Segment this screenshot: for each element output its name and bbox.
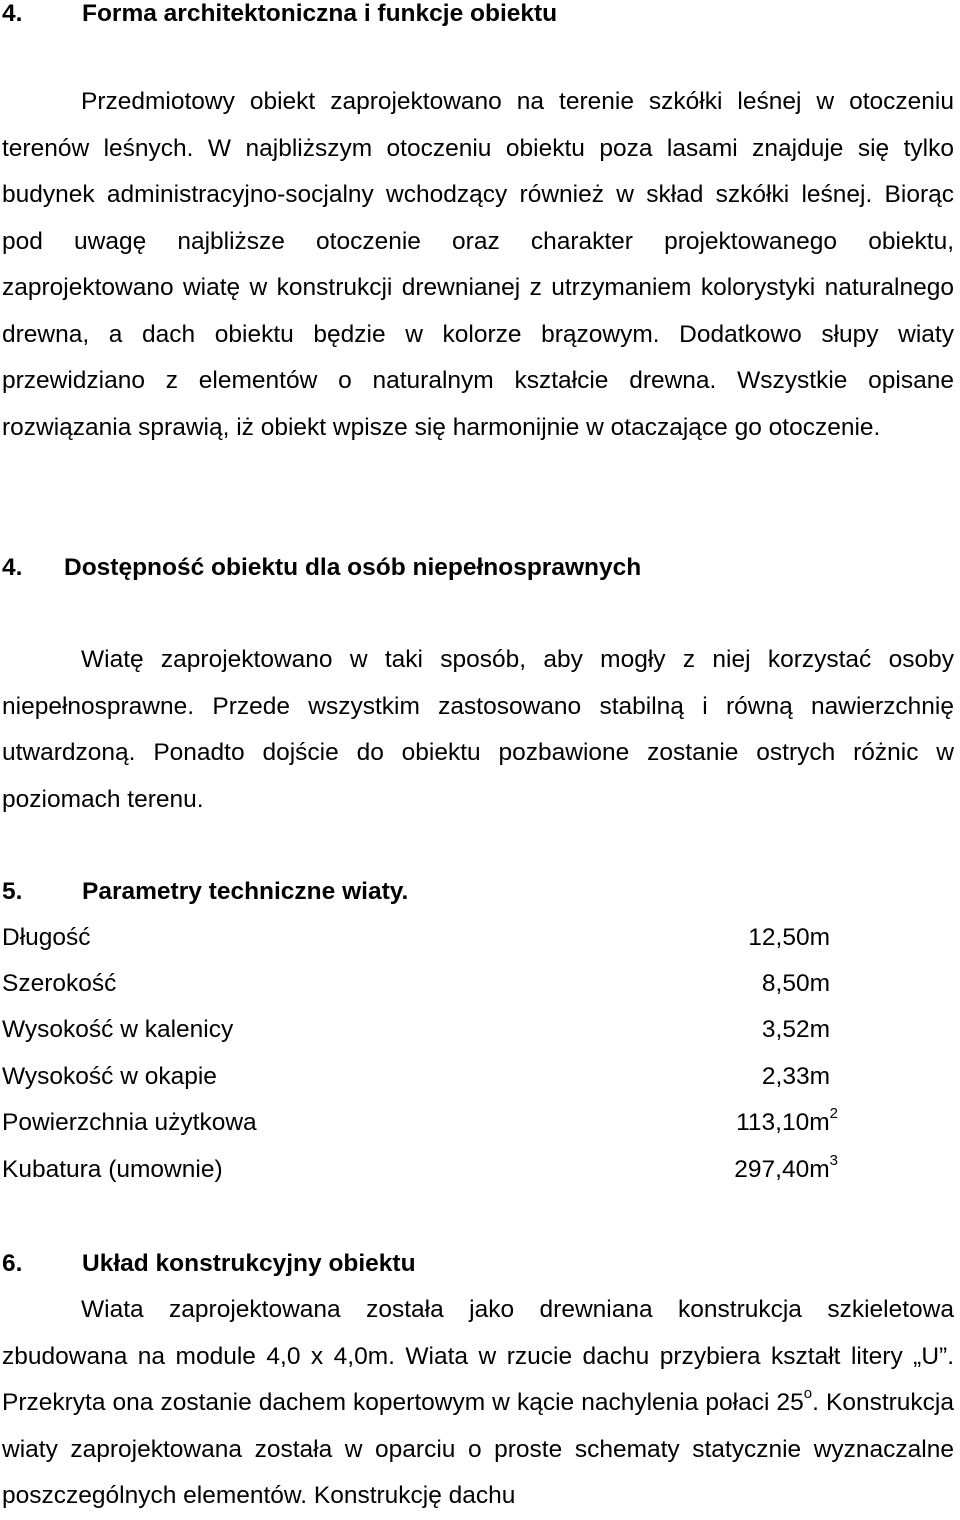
section-title: Parametry techniczne wiaty. — [82, 878, 409, 905]
param-label: Kubatura (umownie) — [2, 1156, 223, 1183]
param-row-ridge-height — [2, 1016, 954, 1062]
section-title: Forma architektoniczna i funkcje obiektu — [82, 0, 558, 27]
param-value: $297,40m^3$ — [734, 1151, 838, 1183]
section-title: Dostępność obiektu dla osób niepełnosprawnych — [64, 554, 642, 581]
section-5-heading — [2, 878, 408, 906]
section-number: 5. — [2, 878, 23, 905]
paragraph-text: Przedmiotowy obiekt zaprojektowano na terenie szkółki leśnej w otoczeniu terenów leśnych. W najbliższym otoczeniu obiektu poza lasami znajduje się tylko budynek administracyjno-socjalny wchodzący również w skład szkółki leśnej. Biorąc pod uwagę najbliższe otoczenie oraz charakter projektowanego obiektu, zaprojektowano wiatę w konstrukcji drewnianej z utrzymaniem kolorystyki naturalnego drewna, a dach obiektu będzie w kolorze brązowym. Dodatkowo słupy wiaty przewidziano z elementów o naturalnym kształcie drewna. Wszystkie opisane rozwiązania sprawią, iż obiekt wpisze się harmonijnie w otaczające go otoczenie. — [2, 88, 954, 441]
param-label: Powierzchnia użytkowa — [2, 1109, 257, 1136]
paragraph-text: Wiata zaprojektowana została jako drewniana konstrukcja szkieletowa zbudowana na module 4,0 x 4,0m. Wiata w rzucie dachu przybiera kształt litery „U”. Przekryta ona zostanie dachem kopertowym w kącie nachylenia połaci 25 — [2, 1296, 954, 1416]
section-number: 4. — [2, 554, 23, 581]
param-label: Szerokość — [2, 970, 117, 997]
param-label: Wysokość w okapie — [2, 1063, 217, 1090]
param-label: Wysokość w kalenicy — [2, 1016, 234, 1043]
section-4-paragraph — [2, 79, 954, 451]
param-value: 12,50m — [748, 924, 830, 951]
section-title: Układ konstrukcyjny obiektu — [82, 1250, 416, 1277]
param-row-volume — [2, 1151, 954, 1202]
paragraph-text: Wiatę zaprojektowano w taki sposób, aby mogły z niej korzystać osoby niepełnosprawne. Przede wszystkim zastosowano stabilną i równą nawierzchnię utwardzoną. Ponadto dojście do obiektu pozbawione zostanie ostrych różnic w poziomach terenu. — [2, 646, 954, 813]
section-4-accessibility-paragraph — [2, 637, 954, 823]
param-value: $113,10m^2$ — [736, 1104, 838, 1136]
param-label: Długość — [2, 924, 91, 951]
section-number: 4. — [2, 0, 23, 27]
param-row-eaves-height — [2, 1063, 954, 1109]
section-number: 6. — [2, 1250, 23, 1277]
param-row-length — [2, 924, 954, 970]
section-6-heading — [2, 1250, 416, 1278]
param-row-width — [2, 970, 954, 1016]
param-value: 3,52m — [761, 1016, 830, 1043]
degree-superscript: o — [803, 1384, 813, 1402]
paragraph-text-continued: . Konstrukcja wiaty zaprojektowana została w oparciu o proste schematy statycznie wyznaczalne poszczególnych elementów. Konstrukcję dachu — [2, 1389, 954, 1509]
param-value: 2,33m — [761, 1063, 830, 1090]
param-value: 8,50m — [761, 970, 830, 997]
section-4-accessibility-heading — [2, 554, 641, 582]
param-row-usable-area — [2, 1104, 954, 1155]
section-6-paragraph — [2, 1287, 954, 1520]
section-4-heading — [2, 0, 557, 28]
